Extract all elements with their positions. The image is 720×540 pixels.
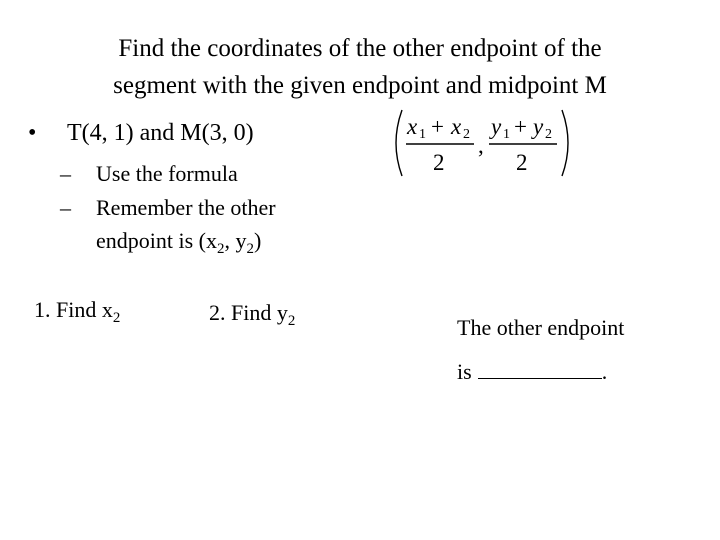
sub-dash-2: – — [60, 195, 71, 220]
sub-dash-1: – — [60, 161, 71, 186]
formula-plus-1: + — [431, 114, 444, 139]
sub-item-remember-line1: Remember the other — [96, 195, 276, 220]
formula-x2-sub: 2 — [463, 127, 470, 142]
step-find-x2: 1. Find $x_2$ — [34, 297, 121, 327]
answer-line-1: The other endpoint — [457, 315, 625, 340]
bullet-symbol: • — [28, 120, 37, 146]
formula-denominator-2: 2 — [516, 150, 528, 175]
formula-x2: x — [451, 114, 462, 139]
formula-y2-sub: 2 — [545, 127, 552, 142]
formula-comma: , — [478, 133, 484, 158]
slide-title — [0, 30, 720, 104]
sub-item-remember-line2: endpoint is ($x_2$, $y_2$) — [96, 228, 262, 258]
formula-x1: x — [407, 114, 418, 139]
title-line-1: Find the coordinates of the other endpoint of the — [118, 35, 602, 62]
right-parenthesis — [562, 110, 568, 176]
left-parenthesis — [396, 110, 402, 176]
midpoint-formula — [388, 106, 576, 180]
sub-item-use-formula: Use the formula — [96, 161, 238, 186]
formula-plus-2: + — [514, 114, 527, 139]
step-find-y2: 2. Find $y_2$ — [209, 300, 296, 330]
title-line-2: segment with the given endpoint and midpoint M — [113, 72, 607, 99]
given-points: T(4, 1) and M(3, 0) — [67, 120, 254, 146]
formula-denominator-1: 2 — [433, 150, 445, 175]
formula-y2: y — [533, 114, 544, 139]
formula-x1-sub: 1 — [419, 127, 426, 142]
formula-y1-sub: 1 — [503, 127, 510, 142]
answer-blank[interactable] — [478, 360, 602, 379]
formula-y1: y — [491, 114, 502, 139]
answer-line-2: is . — [457, 359, 608, 384]
